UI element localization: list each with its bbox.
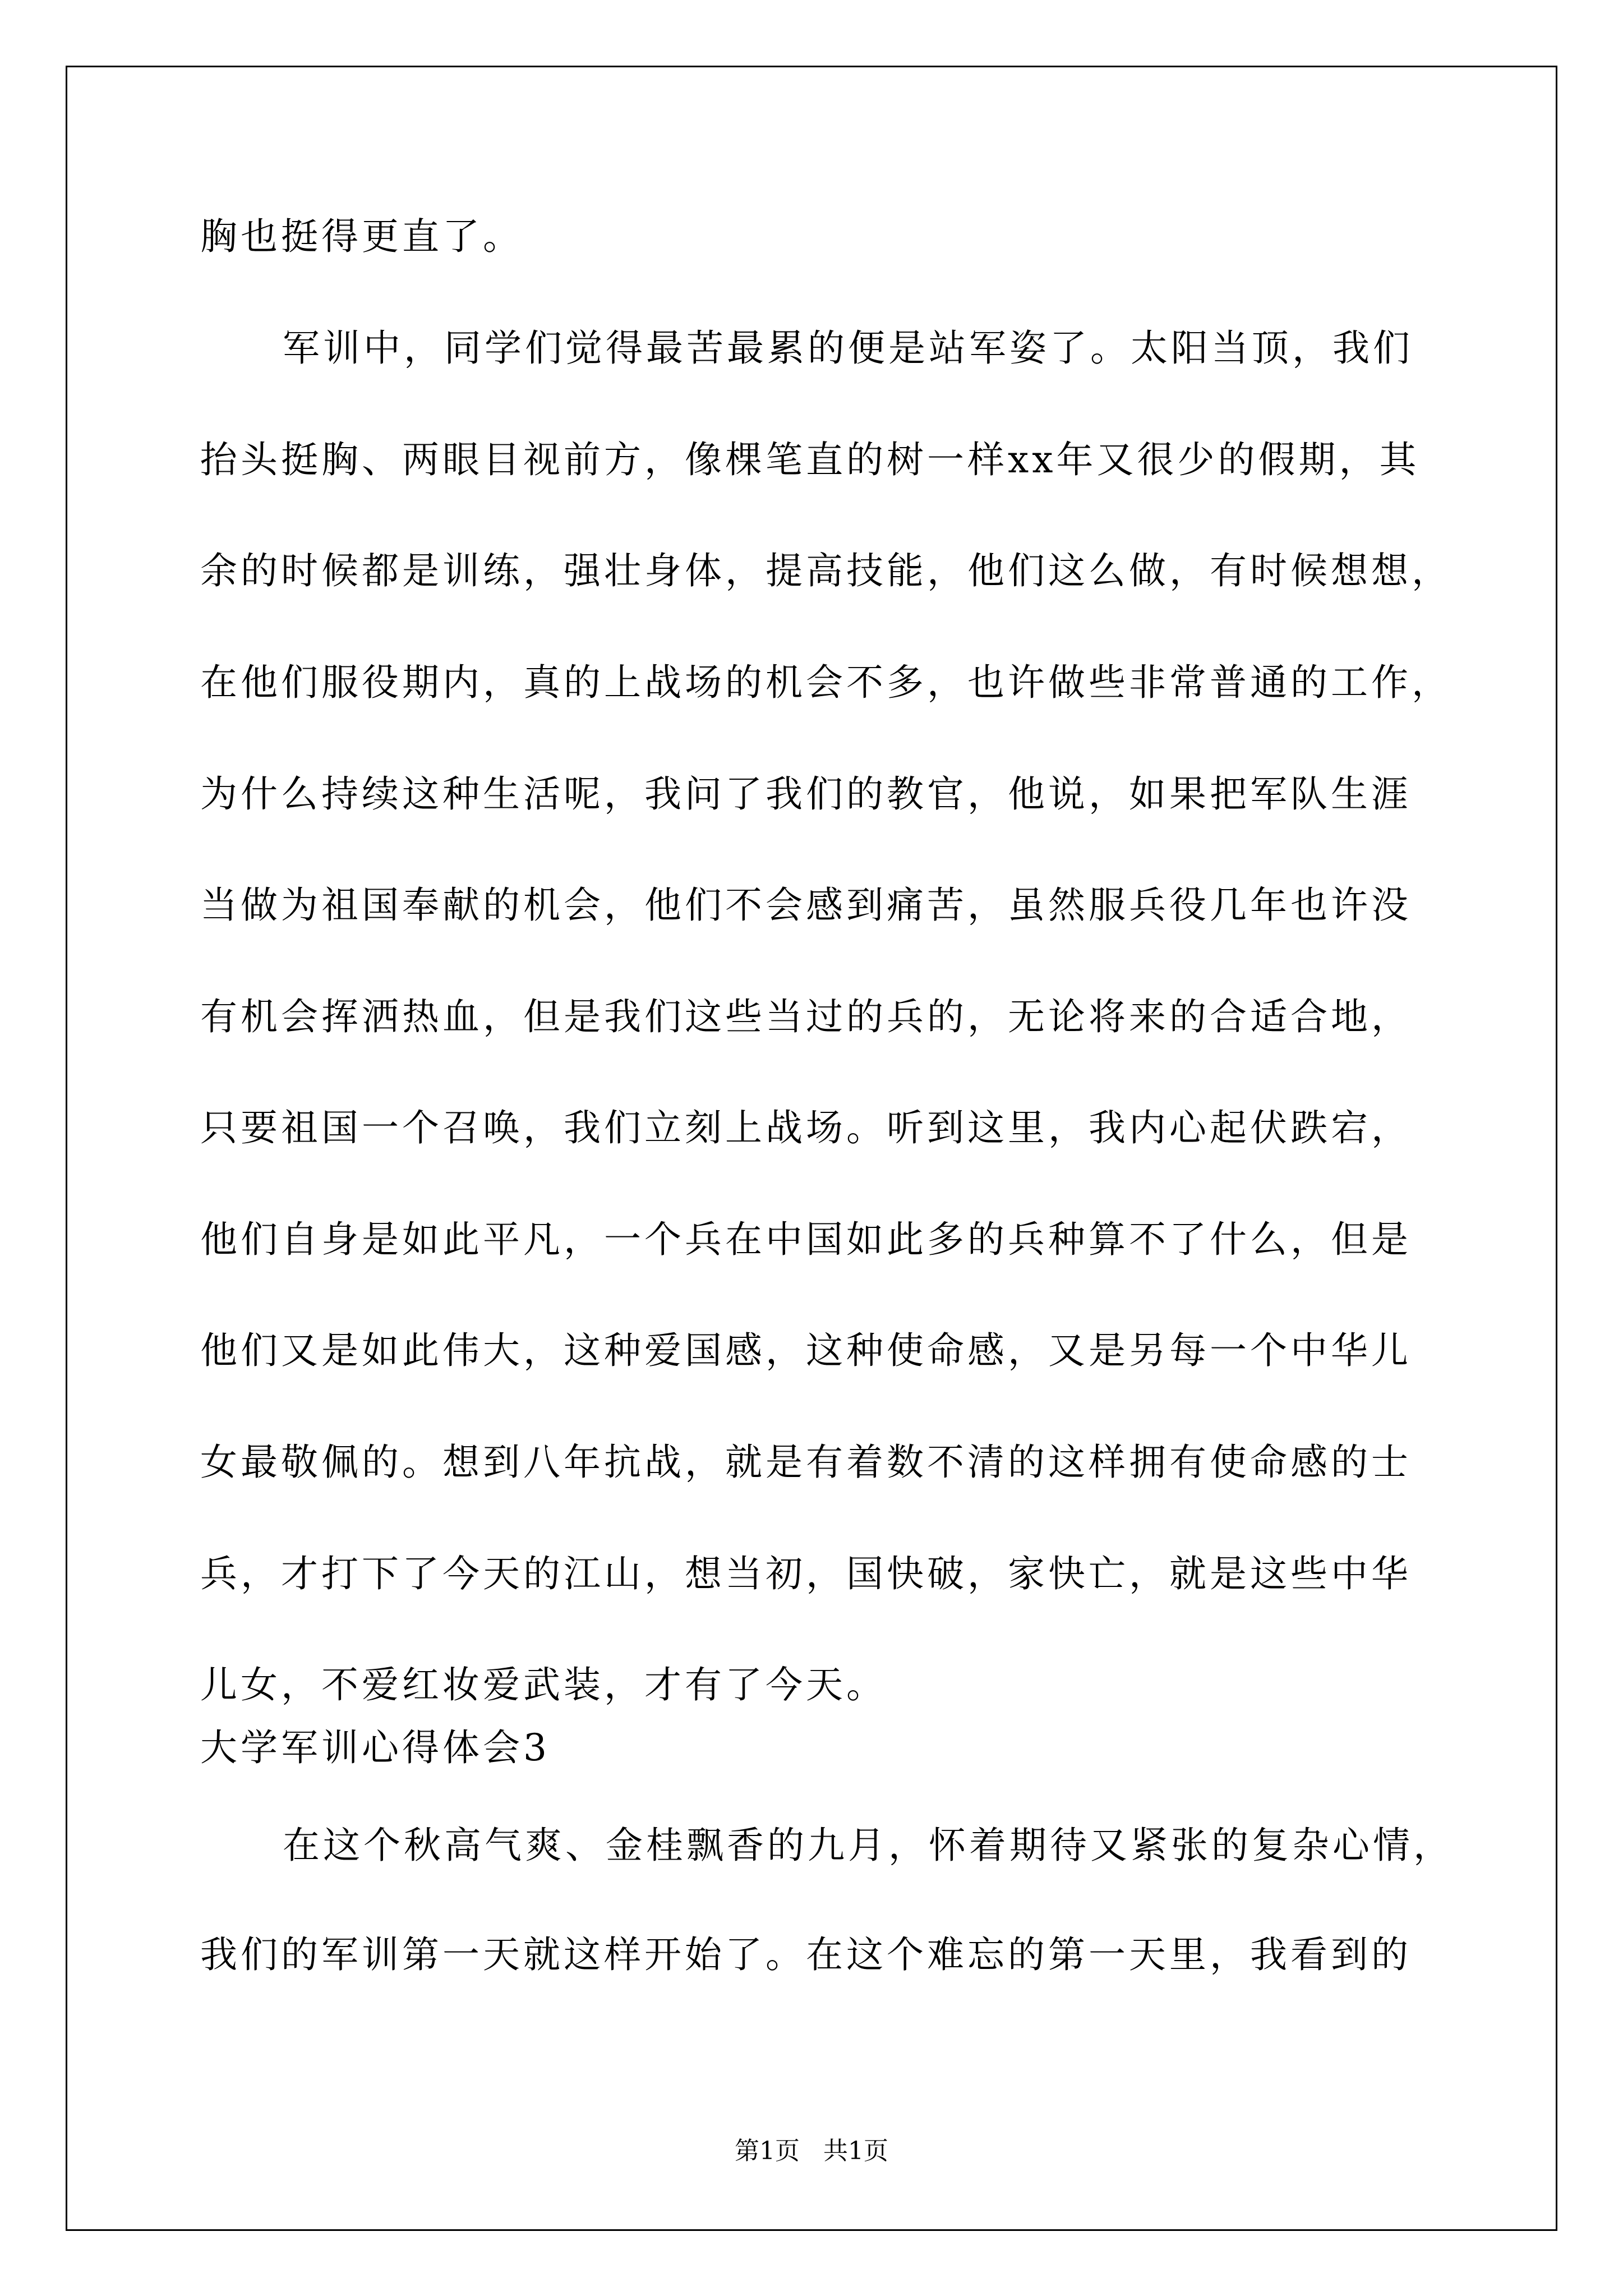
text-line: 他们又是如此伟大，这种爱国感，这种使命感，又是另每一个中华儿 xyxy=(200,1329,1412,1372)
section-title: 大学军训心得体会3 xyxy=(200,1726,550,1769)
text-line: 他们自身是如此平凡，一个兵在中国如此多的兵种算不了什么，但是 xyxy=(200,1218,1412,1261)
text-line: 兵，才打下了今天的江山，想当初，国快破，家快亡，就是这些中华 xyxy=(200,1552,1412,1595)
text-line: 抬头挺胸、两眼目视前方，像棵笔直的树一样xx年又很少的假期，其 xyxy=(200,438,1420,481)
text-line: 只要祖国一个召唤，我们立刻上战场。听到这里，我内心起伏跌宕， xyxy=(200,1106,1412,1149)
text-line: 当做为祖国奉献的机会，他们不会感到痛苦，虽然服兵役几年也许没 xyxy=(200,884,1412,927)
text-line: 为什么持续这种生活呢，我问了我们的教官，他说，如果把军队生涯 xyxy=(200,772,1412,816)
text-line: 在他们服役期内，真的上战场的机会不多，也许做些非常普通的工作， xyxy=(200,661,1452,704)
page-number-footer: 第1页 共1页 xyxy=(735,2137,888,2165)
text-line: 胸也挺得更直了。 xyxy=(200,215,523,258)
text-line: 余的时候都是训练，强壮身体，提高技能，他们这么做，有时候想想， xyxy=(200,549,1452,592)
text-line: 军训中，同学们觉得最苦最累的便是站军姿了。太阳当顶，我们 xyxy=(283,326,1413,370)
text-line: 在这个秋高气爽、金桂飘香的九月，怀着期待又紧张的复杂心情， xyxy=(283,1824,1454,1867)
text-line: 女最敬佩的。想到八年抗战，就是有着数不清的这样拥有使命感的士 xyxy=(200,1441,1412,1484)
text-line: 有机会挥洒热血，但是我们这些当过的兵的，无论将来的合适合地， xyxy=(200,995,1412,1038)
text-line: 我们的军训第一天就这样开始了。在这个难忘的第一天里，我看到的 xyxy=(200,1933,1412,1976)
text-line: 儿女，不爱红妆爱武装，才有了今天。 xyxy=(200,1663,887,1706)
